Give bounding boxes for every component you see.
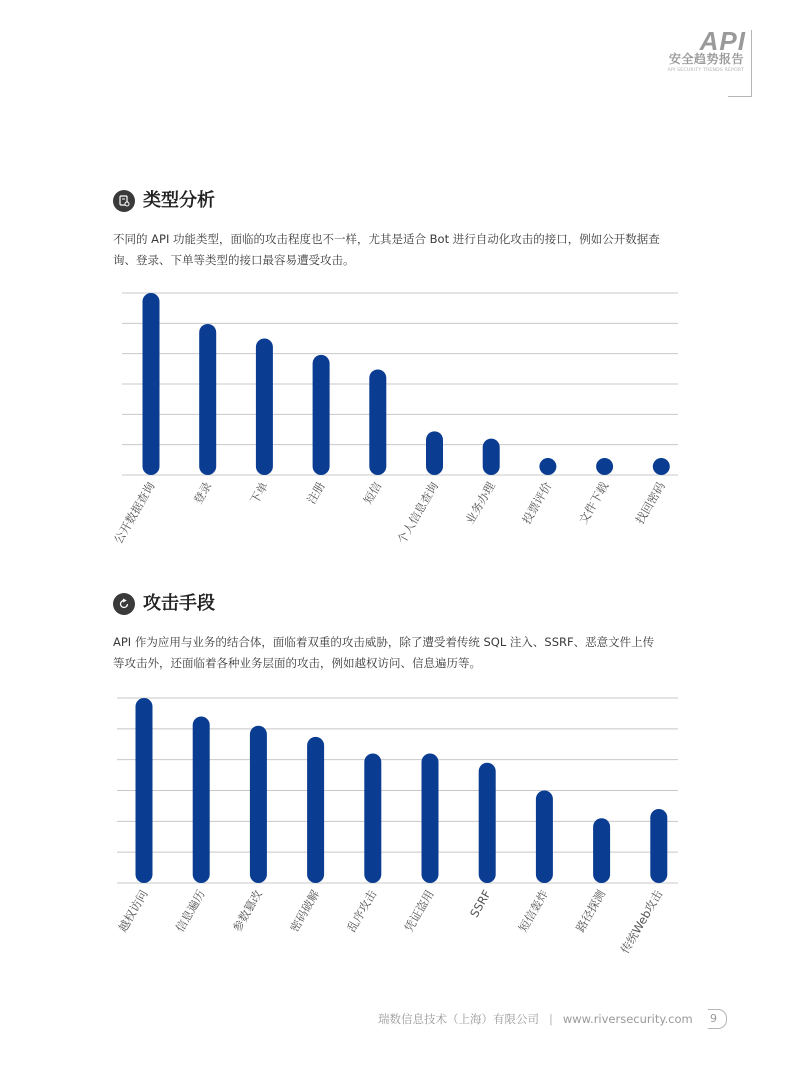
category-label: 传统Web攻击 <box>617 887 666 957</box>
logo-title: 安全趋势报告 <box>668 52 744 66</box>
bar <box>199 324 216 475</box>
page-footer <box>378 1011 693 1027</box>
logo-api-text: API <box>699 26 746 56</box>
footer-website[interactable]: www.riversecurity.com <box>562 1012 693 1026</box>
bar <box>143 293 160 475</box>
paragraph-line: 询、登录、下单等类型的接口最容易遭受攻击。 <box>113 253 355 267</box>
refresh-icon <box>113 593 135 615</box>
paragraph-line: 不同的 API 功能类型，面临的攻击程度也不一样，尤其是适合 Bot 进行自动化攻击的接口，例如公开数据查 <box>113 232 660 246</box>
section-attack-methods-paragraph <box>113 632 685 674</box>
category-label: 凭证盗用 <box>401 887 437 935</box>
paragraph-line: 等攻击外，还面临着各种业务层面的攻击，例如越权访问、信息遍历等。 <box>113 656 481 670</box>
category-label: 业务办理 <box>462 479 498 527</box>
category-label: 短信轰炸 <box>515 887 551 935</box>
logo-frame-bottom <box>728 96 752 98</box>
category-label: 参数篡改 <box>229 887 265 935</box>
bar <box>422 754 439 884</box>
page-number: 9 <box>708 1009 727 1029</box>
category-label: SSRF <box>467 887 494 920</box>
bar <box>256 339 273 476</box>
logo-subtitle: API SECURITY TRENDS REPORT <box>667 68 744 73</box>
category-label: 路径探测 <box>573 887 609 935</box>
bar <box>479 763 496 883</box>
section-type-analysis-paragraph <box>113 229 685 271</box>
section-title: 攻击手段 <box>143 593 215 614</box>
section-title: 类型分析 <box>143 190 215 211</box>
bar <box>593 818 610 883</box>
category-label: 越权访问 <box>115 887 151 935</box>
category-label: 公开数据查询 <box>110 479 158 547</box>
type-analysis-bar-chart <box>0 280 793 570</box>
category-label: 短信 <box>360 479 385 507</box>
bar <box>136 698 153 883</box>
bar <box>653 458 670 475</box>
category-label: 乱序攻击 <box>344 887 380 935</box>
logo-frame <box>747 30 752 96</box>
section-type-analysis-heading <box>113 190 215 212</box>
category-label: 登录 <box>190 479 215 507</box>
section-attack-methods-heading <box>113 593 215 615</box>
report-logo <box>660 22 756 82</box>
footer-separator: | <box>549 1012 553 1026</box>
bar <box>426 431 443 475</box>
bar <box>539 458 556 475</box>
footer-company: 瑞数信息技术（上海）有限公司 <box>378 1012 539 1026</box>
category-label: 文件下载 <box>576 479 612 527</box>
category-label: 投票评价 <box>519 479 555 527</box>
paragraph-line: API 作为应用与业务的结合体，面临着双重的攻击威胁，除了遭受着传统 SQL 注入、SSRF、恶意文件上传 <box>113 635 655 649</box>
bar <box>193 717 210 884</box>
bar <box>307 737 324 883</box>
bar <box>483 439 500 475</box>
bar <box>364 754 381 884</box>
category-label: 找回密码 <box>632 479 668 527</box>
category-label: 信息遍历 <box>172 887 208 935</box>
category-label: 下单 <box>247 479 271 507</box>
bar <box>313 355 330 475</box>
bar <box>369 369 386 475</box>
bar <box>650 809 667 883</box>
category-label: 注册 <box>304 479 328 507</box>
bar <box>250 726 267 883</box>
category-label: 密码破解 <box>287 887 323 935</box>
bar <box>536 791 553 884</box>
category-label: 个人信息查询 <box>394 479 442 547</box>
bar <box>596 458 613 475</box>
attack-methods-bar-chart <box>0 688 793 978</box>
document-gear-icon <box>113 190 135 212</box>
